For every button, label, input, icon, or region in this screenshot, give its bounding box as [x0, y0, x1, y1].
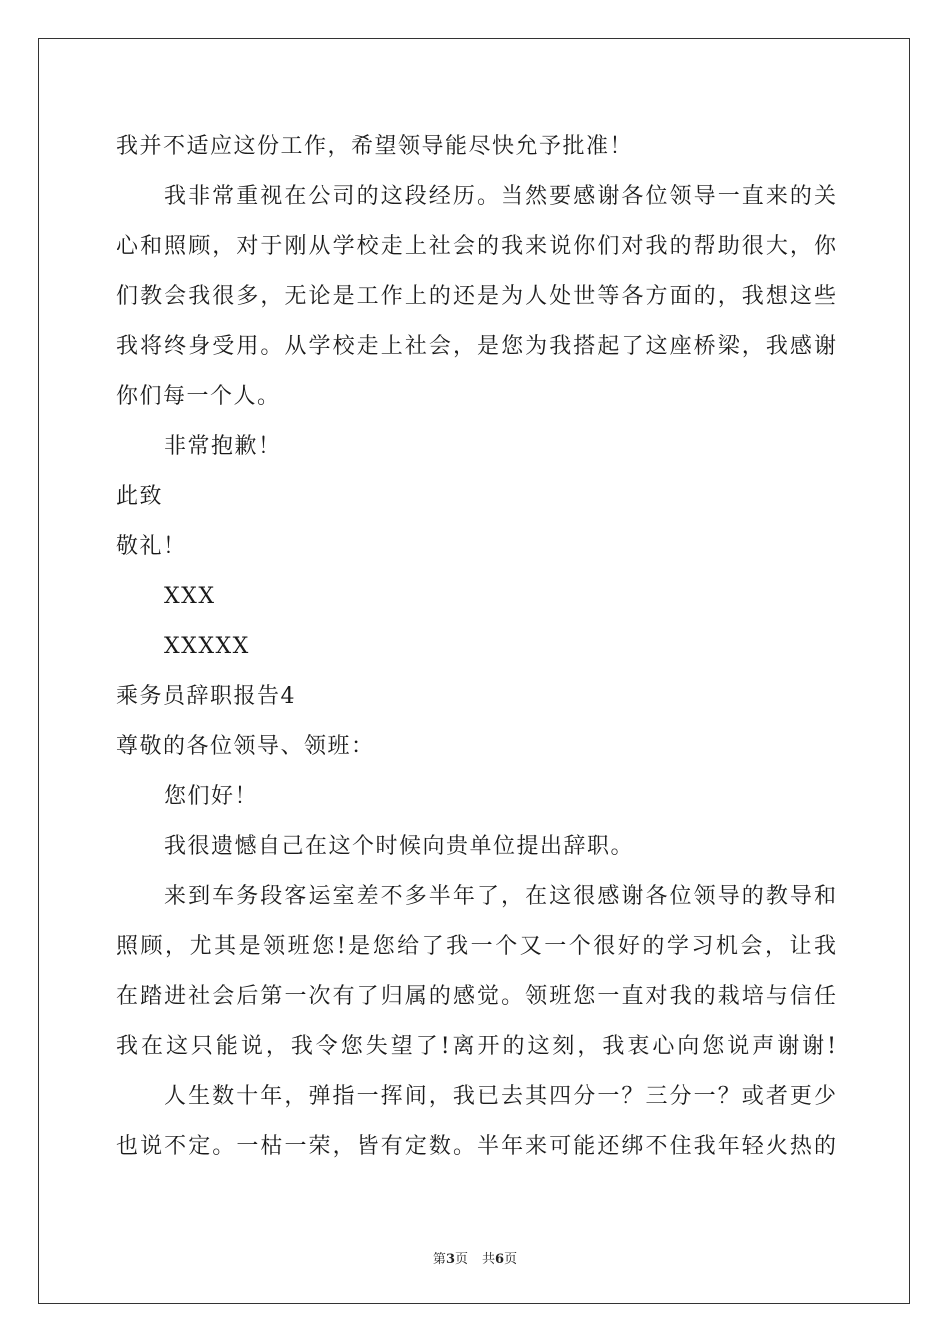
text-line: 您们好！ — [164, 784, 259, 809]
total-pages-number: 6 — [495, 1252, 505, 1267]
text-line: 我很遗憾自己在这个时候向贵单位提出辞职。 — [164, 834, 635, 859]
text-line: 非常抱歉！ — [164, 434, 282, 459]
text-line: XXXXX — [164, 634, 250, 659]
text-line: 你们每一个人。 — [116, 384, 281, 409]
page-suffix: 页 — [454, 1252, 468, 1267]
text-line: 我将终身受用。从学校走上社会，是您为我搭起了这座桥梁，我感谢 — [116, 334, 836, 359]
text-line: 敬礼！ — [116, 534, 187, 559]
text-line: 也说不定。一枯一荣，皆有定数。半年来可能还绑不住我年轻火热的 — [116, 1134, 836, 1159]
text-line: XXX — [164, 584, 216, 609]
total-prefix: 共 — [482, 1252, 496, 1267]
text-line: 在踏进社会后第一次有了归属的感觉。领班您一直对我的栽培与信任 — [116, 984, 836, 1009]
total-suffix: 页 — [504, 1252, 518, 1267]
page-prefix: 第 — [432, 1252, 446, 1267]
text-line: 我在这只能说，我令您失望了!离开的这刻，我衷心向您说声谢谢! — [116, 1034, 836, 1059]
text-line: 尊敬的各位领导、领班： — [116, 734, 375, 759]
text-line: 照顾，尤其是领班您!是您给了我一个又一个很好的学习机会，让我 — [116, 934, 836, 959]
document-body — [116, 122, 836, 1172]
text-line: 来到车务段客运室差不多半年了，在这很感谢各位领导的教导和 — [164, 884, 836, 909]
text-line: 人生数十年，弹指一挥间，我已去其四分一？三分一？或者更少 — [164, 1084, 836, 1109]
text-line: 此致 — [116, 484, 164, 509]
page-footer — [0, 1248, 950, 1267]
text-line: 我并不适应这份工作，希望领导能尽快允予批准！ — [116, 134, 634, 159]
text-line: 心和照顾，对于刚从学校走上社会的我来说你们对我的帮助很大，你 — [116, 234, 836, 259]
section-heading: 乘务员辞职报告4 — [116, 684, 296, 709]
text-line: 我非常重视在公司的这段经历。当然要感谢各位领导一直来的关 — [164, 184, 836, 209]
text-line: 们教会我很多，无论是工作上的还是为人处世等各方面的，我想这些 — [116, 284, 836, 309]
current-page-number: 3 — [445, 1252, 455, 1267]
